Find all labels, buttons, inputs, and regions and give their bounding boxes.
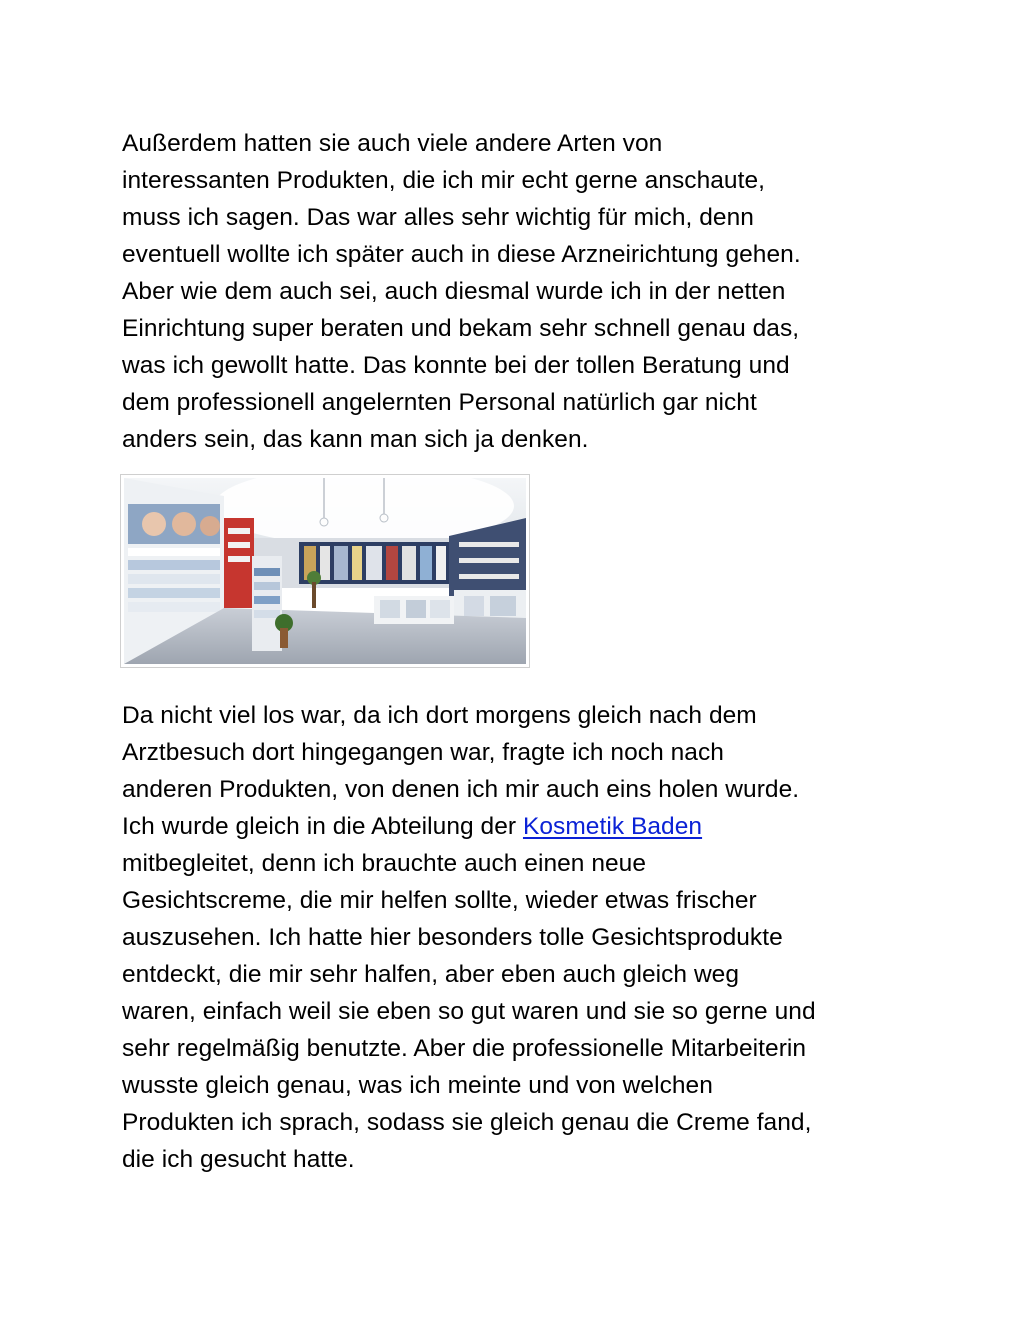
paragraph-2	[122, 697, 912, 1178]
text-line-with-link	[122, 808, 912, 845]
text-line: interessanten Produkten, die ich mir echt gerne anschaute,	[122, 167, 765, 194]
text-line: Außerdem hatten sie auch viele andere Arten von	[122, 130, 663, 157]
text-line: wusste gleich genau, was ich meinte und von welchen	[122, 1072, 713, 1099]
text-line: Produkten ich sprach, sodass sie gleich genau die Creme fand,	[122, 1109, 812, 1136]
text-line: was ich gewollt hatte. Das konnte bei der tollen Beratung und	[122, 352, 790, 379]
text-line: die ich gesucht hatte.	[122, 1146, 355, 1173]
text-line: Gesichtscreme, die mir helfen sollte, wieder etwas frischer	[122, 887, 757, 914]
text-line: Da nicht viel los war, da ich dort morgens gleich nach dem	[122, 702, 757, 729]
text-line: muss ich sagen. Das war alles sehr wichtig für mich, denn	[122, 204, 754, 231]
text-line: Einrichtung super beraten und bekam sehr schnell genau das,	[122, 315, 800, 342]
text-line: anders sein, das kann man sich ja denken.	[122, 426, 589, 453]
text-line: mitbegleitet, denn ich brauchte auch einen neue	[122, 850, 647, 877]
text-line: dem professionell angelernten Personal natürlich gar nicht	[122, 389, 757, 416]
text-line: auszusehen. Ich hatte hier besonders tolle Gesichtsprodukte	[122, 924, 783, 951]
text-line: anderen Produkten, von denen ich mir auch eins holen wurde.	[122, 776, 800, 803]
text-line: Aber wie dem auch sei, auch diesmal wurde ich in der netten	[122, 278, 786, 305]
kosmetik-baden-link[interactable]: Kosmetik Baden	[522, 813, 703, 840]
text-line: waren, einfach weil sie eben so gut waren und sie so gerne und	[122, 998, 816, 1025]
pharmacy-photo-illustration	[124, 478, 526, 664]
link-line-prefix: Ich wurde gleich in die Abteilung der	[122, 813, 523, 840]
pharmacy-interior-photo	[120, 474, 530, 668]
text-line: eventuell wollte ich später auch in diese Arzneirichtung gehen.	[122, 241, 801, 268]
paragraph-1	[122, 125, 912, 458]
text-line: Arztbesuch dort hingegangen war, fragte ich noch nach	[122, 739, 724, 766]
text-line: sehr regelmäßig benutzte. Aber die professionelle Mitarbeiterin	[122, 1035, 807, 1062]
text-line: entdeckt, die mir sehr halfen, aber eben auch gleich weg	[122, 961, 740, 988]
